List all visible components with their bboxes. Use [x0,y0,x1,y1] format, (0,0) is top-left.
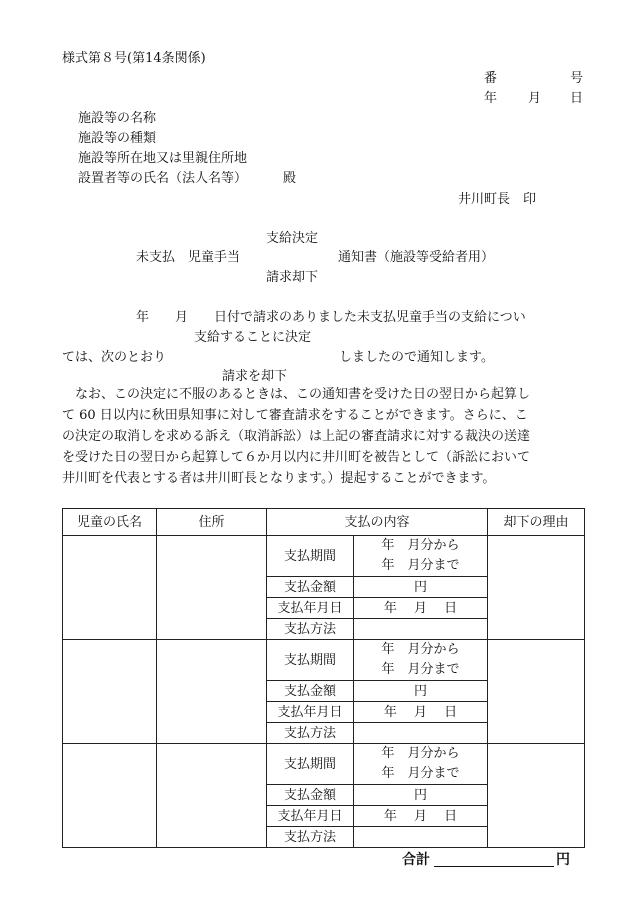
payment-period-label: 支払期間 [267,536,354,577]
period-to: 年 月分まで [381,558,460,573]
facility-name-label: 施設等の名称 [78,111,157,126]
appeal-notice [62,384,584,489]
appeal-notice-line: なお、この決定に不服のあるときは、この通知書を受けた日の翌日から起算し [75,387,531,402]
address-cell[interactable] [157,536,267,640]
total-row [402,852,570,867]
payment-amount-value[interactable]: 円 [354,681,488,702]
rejection-reason-cell[interactable] [488,744,585,848]
payment-period-value[interactable] [354,744,488,785]
payment-period-value[interactable] [354,640,488,681]
payment-period-value[interactable] [354,536,488,577]
period-from: 年 月分から [381,746,460,761]
period-to: 年 月分まで [381,766,460,781]
payment-date-label: 支払年月日 [267,702,354,723]
period-from: 年 月分から [381,538,460,553]
header-child-name: 児童の氏名 [63,509,157,536]
payment-method-value[interactable] [354,619,488,640]
payment-method-value[interactable] [354,827,488,848]
appeal-notice-line: て 60 日以内に秋田県知事に対して審査請求をすることができます。さらに、こ [62,408,528,423]
payment-amount-label: 支払金額 [267,681,354,702]
payment-table [62,508,585,848]
payment-date-label: 支払年月日 [267,806,354,827]
period-to: 年 月分まで [381,662,460,677]
total-label: 合計 [402,852,430,868]
facility-address-label: 施設等所在地又は里親住所地 [78,151,248,166]
payment-amount-value[interactable]: 円 [354,785,488,806]
dono-honorific: 殿 [283,171,297,186]
table-header-row [63,509,585,536]
document-number-go: 号 [570,71,584,86]
founder-name-label: 設置者等の氏名（法人名等） [78,171,248,186]
document-number-ban: 番 [484,71,498,86]
appeal-notice-line: の決定の取消しを求める訴え（取消訴訟）は上記の審査請求に対する裁決の送達 [62,429,531,444]
child-name-cell[interactable] [63,744,157,848]
payment-date-value[interactable]: 年 月 日 [354,806,488,827]
facility-type-label: 施設等の種類 [78,131,157,146]
payment-amount-label: 支払金額 [267,785,354,806]
payment-period-label: 支払期間 [267,640,354,681]
total-amount-field[interactable] [434,852,554,867]
child-name-cell[interactable] [63,640,157,744]
title-suffix: 通知書（施設等受給者用） [338,250,495,265]
payment-method-label: 支払方法 [267,827,354,848]
payment-date-label: 支払年月日 [267,598,354,619]
issue-day: 日 [570,91,584,106]
payment-method-value[interactable] [354,723,488,744]
header-payment-content: 支払の内容 [267,509,488,536]
period-from: 年 月分から [381,642,460,657]
body-line-2-right: しましたので通知します。 [339,350,494,365]
payment-method-label: 支払方法 [267,723,354,744]
payment-date-value[interactable]: 年 月 日 [354,598,488,619]
table-row [63,744,585,785]
payment-method-label: 支払方法 [267,619,354,640]
title-prefix: 未支払 児童手当 [136,250,241,265]
title-option-rejection: 請求却下 [266,270,319,285]
issue-year: 年 [484,91,498,106]
title-option-decision: 支給決定 [266,231,319,246]
payment-period-label: 支払期間 [267,744,354,785]
address-cell[interactable] [157,744,267,848]
child-name-cell[interactable] [63,536,157,640]
table-row [63,640,585,681]
body-option-rejection: 請求を却下 [222,369,288,384]
table-row [63,536,585,577]
body-line-2-left: ては、次のとおり [62,350,167,365]
issue-month: 月 [528,91,542,106]
rejection-reason-cell[interactable] [488,640,585,744]
header-rejection-reason: 却下の理由 [488,509,585,536]
rejection-reason-cell[interactable] [488,536,585,640]
body-option-decision: 支給することに決定 [194,330,312,345]
payment-amount-value[interactable]: 円 [354,577,488,598]
address-cell[interactable] [157,640,267,744]
appeal-notice-line: 井川町を代表とする者は井川町長となります。）提起することができます。 [62,471,496,486]
header-address: 住所 [157,509,267,536]
issuer-seal: 井川町長 印 [458,192,537,207]
total-unit: 円 [556,852,570,868]
body-line-1: 年 月 日付で請求のありました未支払児童手当の支給につい [136,310,526,325]
appeal-notice-line: を受けた日の翌日から起算して６か月以内に井川町を被告として（訴訟において [62,450,531,465]
payment-date-value[interactable]: 年 月 日 [354,702,488,723]
payment-amount-label: 支払金額 [267,577,354,598]
form-number: 様式第８号(第14条関係) [62,51,206,66]
